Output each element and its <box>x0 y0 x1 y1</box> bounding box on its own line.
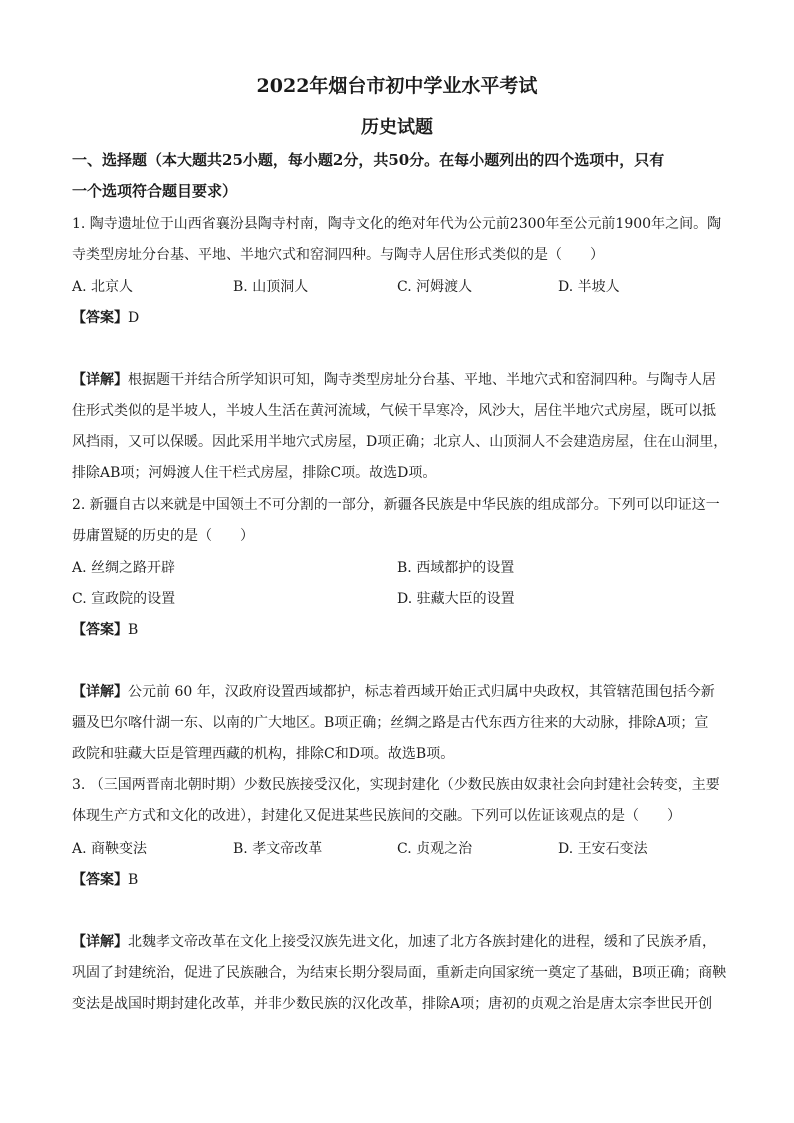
question-1-detail <box>72 365 728 489</box>
question-3-option-a: A. 商鞅变法 <box>72 841 148 857</box>
detail-line: 巩固了封建统治，促进了民族融合，为结束长期分裂局面，重新走向国家统一奠定了基础，B项正确；商鞅 <box>72 965 727 981</box>
question-2-stem <box>72 490 724 552</box>
detail-line: 公元前 60 年，汉政府设置西域都护，标志着西域开始正式归属中央政权，其管辖范围包括今新 <box>128 684 715 700</box>
question-1-option-a: A. 北京人 <box>72 279 134 295</box>
detail-tag: 【详解】 <box>72 372 128 388</box>
section-heading <box>72 144 722 206</box>
answer-tag: 【答案】 <box>72 310 128 326</box>
detail-line: 根据题干并结合所学知识可知，陶寺类型房址分台基、平地、半地穴式和窑洞四种。与陶寺人居 <box>128 372 716 388</box>
stem-line: 体现生产方式和文化的改进），封建化又促进某些民族间的交融。下列可以佐证该观点的是（ ） <box>72 808 681 824</box>
question-3-stem <box>72 770 724 832</box>
detail-line: 排除AB项；河姆渡人住干栏式房屋，排除C项。故选D项。 <box>72 465 437 481</box>
question-1-option-b: B. 山顶洞人 <box>233 279 309 295</box>
answer-value: D <box>128 310 140 326</box>
question-3-option-c: C. 贞观之治 <box>397 841 473 857</box>
stem-line: 1. 陶寺遗址位于山西省襄汾县陶寺村南，陶寺文化的绝对年代为公元前2300年至公元前1900年之间。陶 <box>72 216 722 232</box>
detail-line: 风挡雨，又可以保暖。因此采用半地穴式房屋，D项正确；北京人、山顶洞人不会建造房屋，住在山洞里， <box>72 434 728 450</box>
answer-value: B <box>128 872 139 888</box>
question-2-answer <box>72 619 138 639</box>
section-heading-line: 一、选择题（本大题共25小题，每小题2分，共50分。在每小题列出的四个选项中，只有 <box>72 151 665 169</box>
question-2-option-d: D. 驻藏大臣的设置 <box>397 591 515 607</box>
question-1-answer <box>72 307 139 327</box>
answer-value: B <box>128 622 139 638</box>
stem-line: 毋庸置疑的历史的是（ ） <box>72 528 254 544</box>
detail-tag: 【详解】 <box>72 684 128 700</box>
answer-tag: 【答案】 <box>72 622 128 638</box>
question-3-detail <box>72 927 727 1020</box>
detail-line: 疆及巴尔喀什湖一东、以南的广大地区。B项正确；丝绸之路是古代东西方往来的大动脉，排除A项；宣 <box>72 715 709 731</box>
question-2-option-b: B. 西域都护的设置 <box>397 560 515 576</box>
question-1-stem <box>72 209 724 271</box>
detail-line: 住形式类似的是半坡人，半坡人生活在黄河流域，气候干旱寒冷，风沙大，居住半地穴式房屋，既可以抵 <box>72 403 716 419</box>
stem-line: 寺类型房址分台基、平地、半地穴式和窑洞四种。与陶寺人居住形式类似的是（ ） <box>72 247 604 263</box>
detail-line: 变法是战国时期封建化改革，并非少数民族的汉化改革，排除A项；唐初的贞观之治是唐太宗李世民开创 <box>72 996 713 1012</box>
section-heading-line: 一个选项符合题目要求） <box>72 182 238 200</box>
stem-line: 3. （三国两晋南北朝时期）少数民族接受汉化，实现封建化（少数民族由奴隶社会向封建社会转变，主要 <box>72 777 720 793</box>
question-2-option-c: C. 宣政院的设置 <box>72 591 176 607</box>
question-2-option-a: A. 丝绸之路开辟 <box>72 560 176 576</box>
detail-line: 北魏孝文帝改革在文化上接受汉族先进文化，加速了北方各族封建化的进程，缓和了民族矛盾， <box>128 934 716 950</box>
question-3-option-b: B. 孝文帝改革 <box>233 841 323 857</box>
detail-tag: 【详解】 <box>72 934 128 950</box>
question-3-answer <box>72 869 138 889</box>
stem-line: 2. 新疆自古以来就是中国领土不可分割的一部分，新疆各民族是中华民族的组成部分。下列可以印证这一 <box>72 497 720 513</box>
detail-line: 政院和驻藏大臣是管理西藏的机构，排除C和D项。故选B项。 <box>72 746 455 762</box>
question-1-option-d: D. 半坡人 <box>558 279 620 295</box>
question-3-option-d: D. 王安石变法 <box>558 841 648 857</box>
question-1-option-c: C. 河姆渡人 <box>397 279 473 295</box>
question-2-detail <box>72 677 724 770</box>
exam-subject: 历史试题 <box>361 117 433 138</box>
answer-tag: 【答案】 <box>72 872 128 888</box>
exam-title: 2022年烟台市初中学业水平考试 <box>256 75 538 97</box>
